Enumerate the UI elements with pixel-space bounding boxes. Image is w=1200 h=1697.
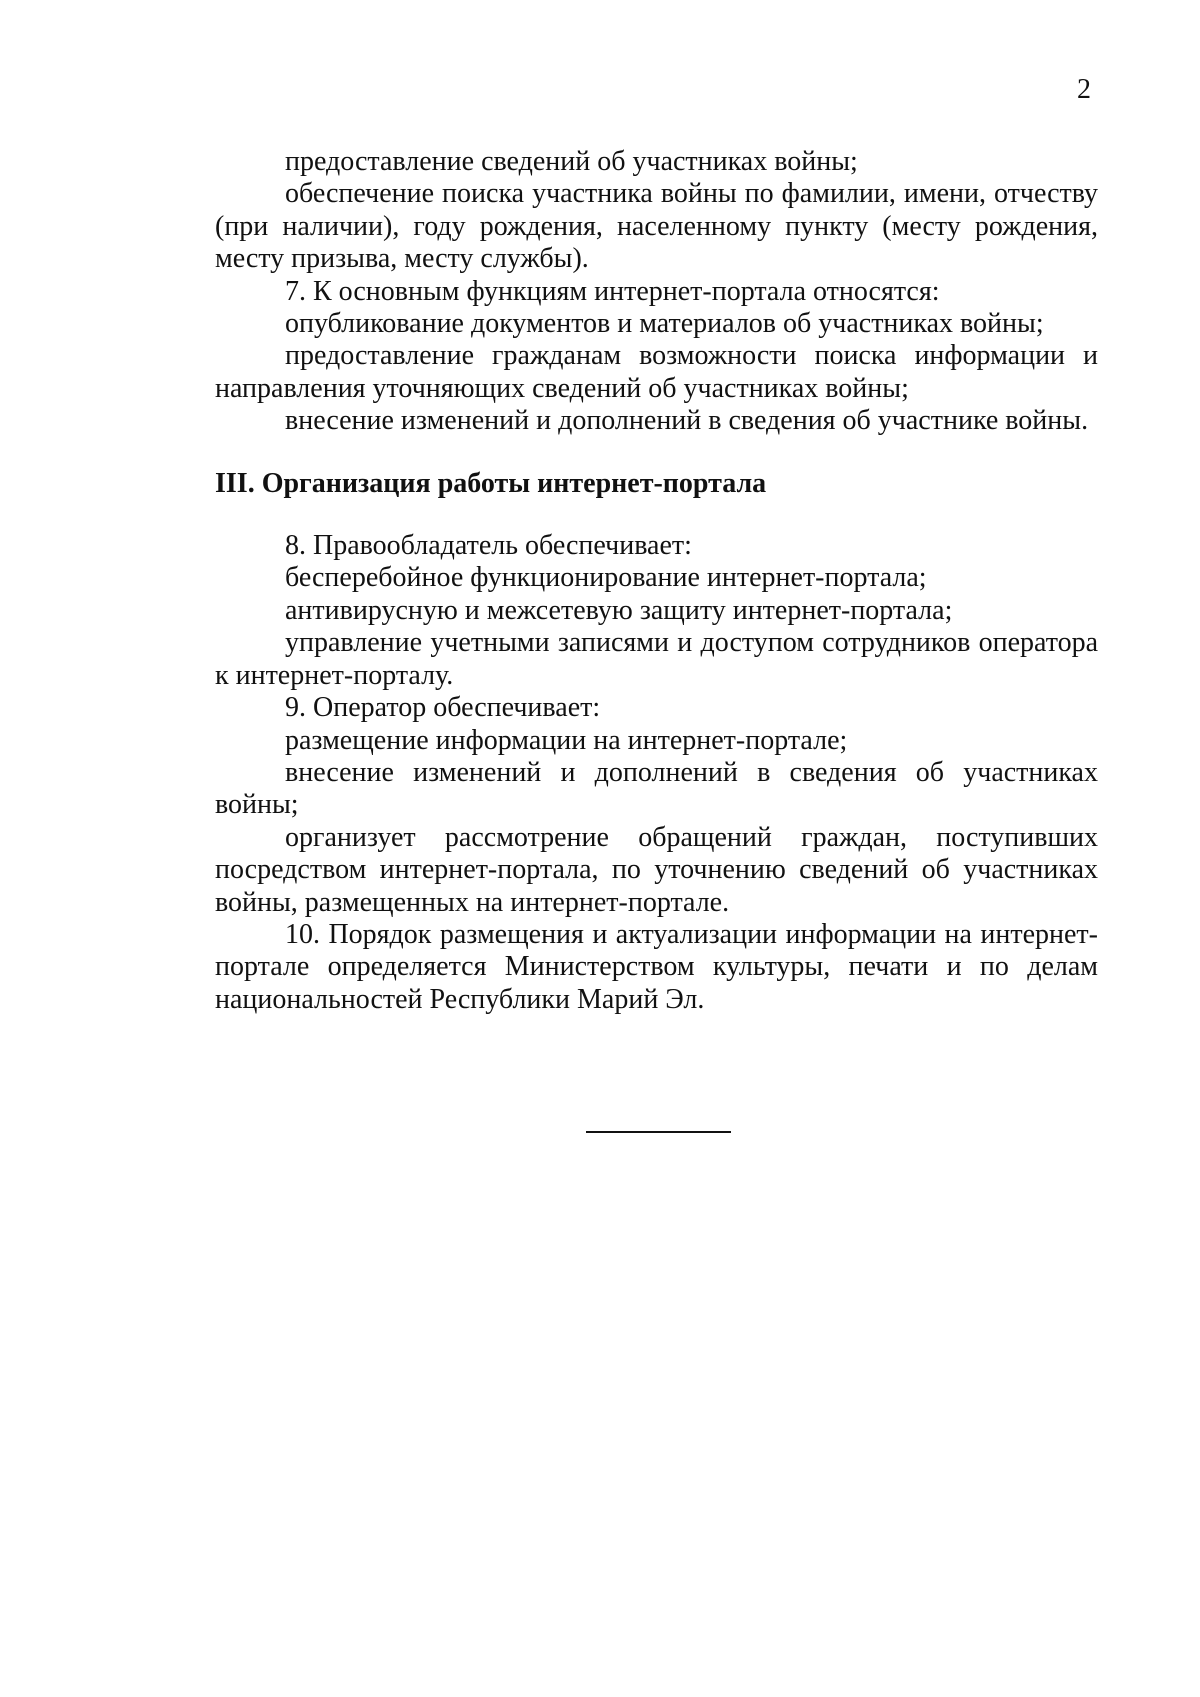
paragraph-antivirus-protection: антивирусную и межсетевую защиту интернет-портала; — [285, 594, 953, 626]
paragraph-item-9: 9. Оператор обеспечивает: — [285, 692, 601, 724]
paragraph-information-placement: размещение информации на интернет-портале; — [285, 724, 848, 756]
paragraph-item-7: 7. К основным функциям интернет-портала относятся: — [285, 275, 940, 307]
document-body — [215, 146, 1098, 1016]
paragraph-citizen-search: предоставление гражданам возможности поиска информации и направления уточняющих сведений об участниках войны; — [215, 340, 1098, 404]
paragraph-search-provision: обеспечение поиска участника войны по фамилии, имени, отчеству (при наличии), году рождения, населенному пункту (месту рождения, месту призыва, месту службы). — [215, 178, 1098, 275]
paragraph-item-10: 10. Порядок размещения и актуализации информации на интернет-портале определяется Министерством культуры, печати и по делам национальностей Республики Марий Эл. — [215, 918, 1098, 1015]
paragraph-changes: внесение изменений и дополнений в сведения об участнике войны. — [285, 405, 1089, 437]
paragraph-data-changes: внесение изменений и дополнений в сведения об участниках войны; — [215, 756, 1098, 821]
end-of-text-rule — [586, 1131, 731, 1133]
section-heading: III. Организация работы интернет-портала — [215, 467, 767, 499]
page-number: 2 — [1077, 74, 1091, 105]
paragraph-account-management: управление учетными записями и доступом сотрудников оператора к интернет-порталу. — [215, 627, 1098, 691]
paragraph-appeals-review: организует рассмотрение обращений граждан, поступивших посредством интернет-портала, по уточнению сведений об участниках войны, размещенных на интернет-портале. — [215, 821, 1098, 918]
paragraph-info-provision: предоставление сведений об участниках войны; — [285, 146, 858, 177]
paragraph-uninterrupted-operation: бесперебойное функционирование интернет-портала; — [285, 562, 927, 594]
paragraph-publication: опубликование документов и материалов об участниках войны; — [285, 308, 1044, 340]
paragraph-item-8: 8. Правообладатель обеспечивает: — [285, 530, 692, 562]
